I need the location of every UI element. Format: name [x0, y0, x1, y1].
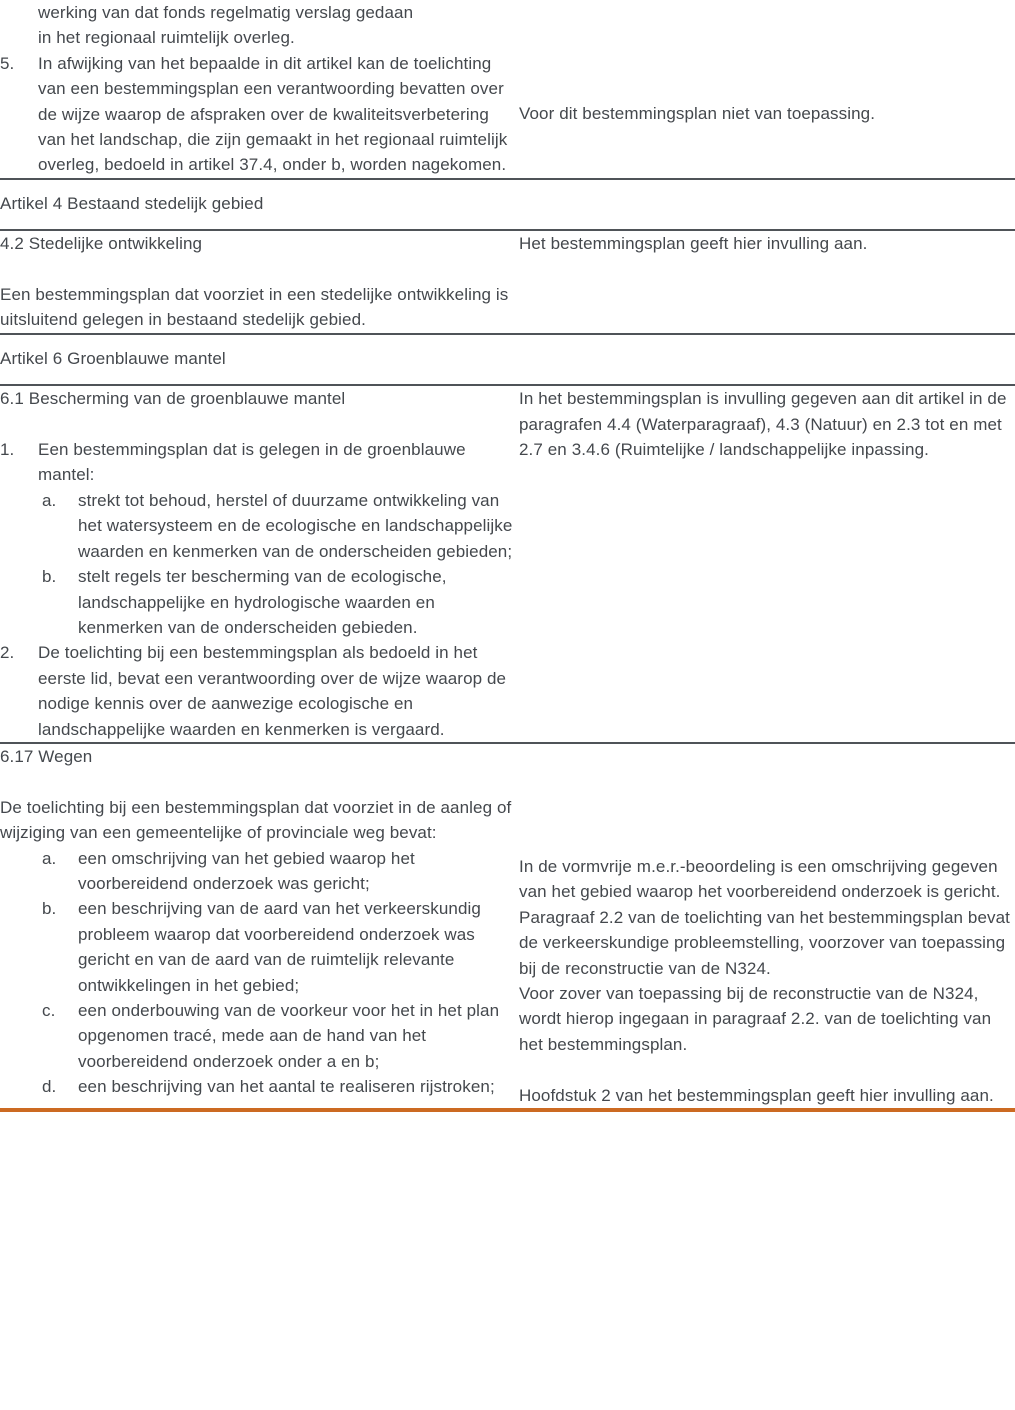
- list-marker: a.: [42, 848, 57, 868]
- numbered-list: [0, 0, 519, 178]
- response-cell-6-17: [519, 743, 1015, 1110]
- lettered-list: [42, 846, 519, 1100]
- list-marker: 5.: [0, 53, 15, 73]
- response-paragraph: In de vormvrije m.e.r.-beoordeling is een omschrijving gegeven van het gebied waarop het voorbereidend onderzoek is gericht.: [519, 856, 1001, 902]
- response-text: In het bestemmingsplan is invulling gegeven aan dit artikel in de paragrafen 4.4 (Waterparagraaf), 4.3 (Natuur) en 2.3 tot en met 2.7 en 3.4.6 (Ruimtelijke / landschappelijke inpassing.: [519, 389, 1007, 460]
- list-item: [0, 51, 519, 178]
- paragraph-spacer: [519, 1057, 1015, 1082]
- rule-title: 6.17 Wegen: [0, 746, 93, 766]
- list-item: [42, 998, 519, 1074]
- article-heading-cell: [0, 334, 519, 385]
- list-item: [0, 0, 519, 25]
- list-item: [42, 488, 519, 564]
- response-paragraph: Paragraaf 2.2 van de toelichting van het bestemmingsplan bevat de verkeerskundige probleemstelling, voorzover van toepassing bij de reconstructie van de N324.: [519, 907, 1011, 978]
- list-item: [42, 564, 519, 640]
- article-heading-cell: [0, 179, 519, 230]
- list-marker: a.: [42, 490, 57, 510]
- rule-cell-4-2: [0, 230, 519, 334]
- article-heading: Artikel 6 Groenblauwe mantel: [0, 348, 226, 368]
- list-item-text: werking van dat fonds regelmatig verslag gedaan: [38, 3, 414, 22]
- list-item-text: De toelichting bij een bestemmingsplan als bedoeld in het eerste lid, bevat een verantwoording over de wijze waarop de nodige kennis over de aanwezige ecologische en landschappelijke waarden en kenmerken is vergaard.: [38, 643, 507, 739]
- rule-title: 6.1 Bescherming van de groenblauwe mantel: [0, 389, 346, 409]
- table-row: [0, 385, 1015, 743]
- list-item-text: In afwijking van het bepaalde in dit artikel kan de toelichting van een bestemmingsplan een verantwoording bevatten over de wijze waarop de afspraken over de kwaliteitsverbetering van het landschap, die zijn gemaakt in het regionaal ruimtelijk overleg, bedoeld in artikel 37.4, onder b, worden nagekomen.: [38, 53, 508, 175]
- rule-title: 4.2 Stedelijke ontwikkeling: [0, 234, 203, 254]
- list-item: [0, 25, 519, 50]
- list-item-text: een beschrijving van het aantal te realiseren rijstroken;: [78, 1077, 495, 1097]
- rule-cell-6-1: [0, 385, 519, 743]
- list-marker: b.: [42, 567, 57, 587]
- list-item-text: een onderbouwing van de voorkeur voor het in het plan opgenomen tracé, mede aan de hand van het voorbereidend onderzoek onder a en b;: [78, 1000, 500, 1071]
- list-item-text: een beschrijving van de aard van het verkeerskundig probleem waarop dat voorbereidend onderzoek was gericht en van de aard van de ruimtelijk relevante ontwikkelingen in het gebied;: [78, 899, 481, 995]
- list-item: [0, 437, 519, 488]
- table-row-heading: [0, 334, 1015, 385]
- response-cell-artikel-3: [519, 0, 1015, 179]
- rule-list-wrapper: [0, 437, 519, 742]
- list-marker: d.: [42, 1077, 57, 1097]
- rule-body: Een bestemmingsplan dat voorziet in een stedelijke ontwikkeling is uitsluitend gelegen in bestaand stedelijk gebied.: [0, 285, 509, 330]
- response-cell-4-2: [519, 230, 1015, 334]
- list-marker: 1.: [0, 440, 15, 460]
- table-row: [0, 0, 1015, 179]
- list-item-text: strekt tot behoud, herstel of duurzame ontwikkeling van het watersysteem en de ecologische en landschappelijke waarden en kenmerken van de onderscheiden gebieden;: [78, 490, 513, 561]
- response-paragraph: Voor zover van toepassing bij de reconstructie van de N324, wordt hierop ingegaan in paragraaf 2.2. van de toelichting van het bestemmingsplan.: [519, 983, 992, 1054]
- article-heading-response-cell: [519, 334, 1015, 385]
- list-item: [42, 846, 519, 897]
- bottom-rule-left: [0, 1110, 519, 1112]
- list-item: [42, 896, 519, 998]
- list-item-text: Een bestemmingsplan dat is gelegen in de groenblauwe mantel:: [38, 440, 466, 485]
- list-marker: c.: [42, 1000, 56, 1020]
- bottom-rule-right: [519, 1110, 1015, 1112]
- rule-cell-6-17: [0, 743, 519, 1110]
- list-marker: b.: [42, 899, 57, 919]
- article-heading: Artikel 4 Bestaand stedelijk gebied: [0, 193, 264, 213]
- rule-intro: De toelichting bij een bestemmingsplan dat voorziet in de aanleg of wijziging van een gemeentelijke of provinciale weg bevat:: [0, 797, 512, 843]
- response-paragraph-final: Hoofdstuk 2 van het bestemmingsplan geeft hier invulling aan.: [519, 1085, 994, 1105]
- table-row: [0, 743, 1015, 1110]
- list-marker: 2.: [0, 643, 15, 663]
- list-item: [42, 1074, 519, 1099]
- table-row-heading: [0, 179, 1015, 230]
- response-text: Voor dit bestemmingsplan niet van toepassing.: [519, 104, 876, 123]
- article-heading-response-cell: [519, 179, 1015, 230]
- response-text: Het bestemmingsplan geeft hier invulling aan.: [519, 234, 868, 254]
- table-bottom-rule: [0, 1110, 1015, 1112]
- rule-cell-artikel-3: [0, 0, 519, 179]
- numbered-list: [0, 437, 519, 742]
- lettered-sublist: [42, 488, 519, 640]
- table-row: [0, 230, 1015, 334]
- list-item-text: een omschrijving van het gebied waarop het voorbereidend onderzoek was gericht;: [78, 848, 415, 893]
- list-item-text: in het regionaal ruimtelijk overleg.: [38, 28, 295, 48]
- list-item-text: stelt regels ter bescherming van de ecologische, landschappelijke en hydrologische waarden en kenmerken van de onderscheiden gebieden.: [78, 567, 447, 637]
- response-cell-6-1: [519, 385, 1015, 743]
- list-item: [0, 640, 519, 742]
